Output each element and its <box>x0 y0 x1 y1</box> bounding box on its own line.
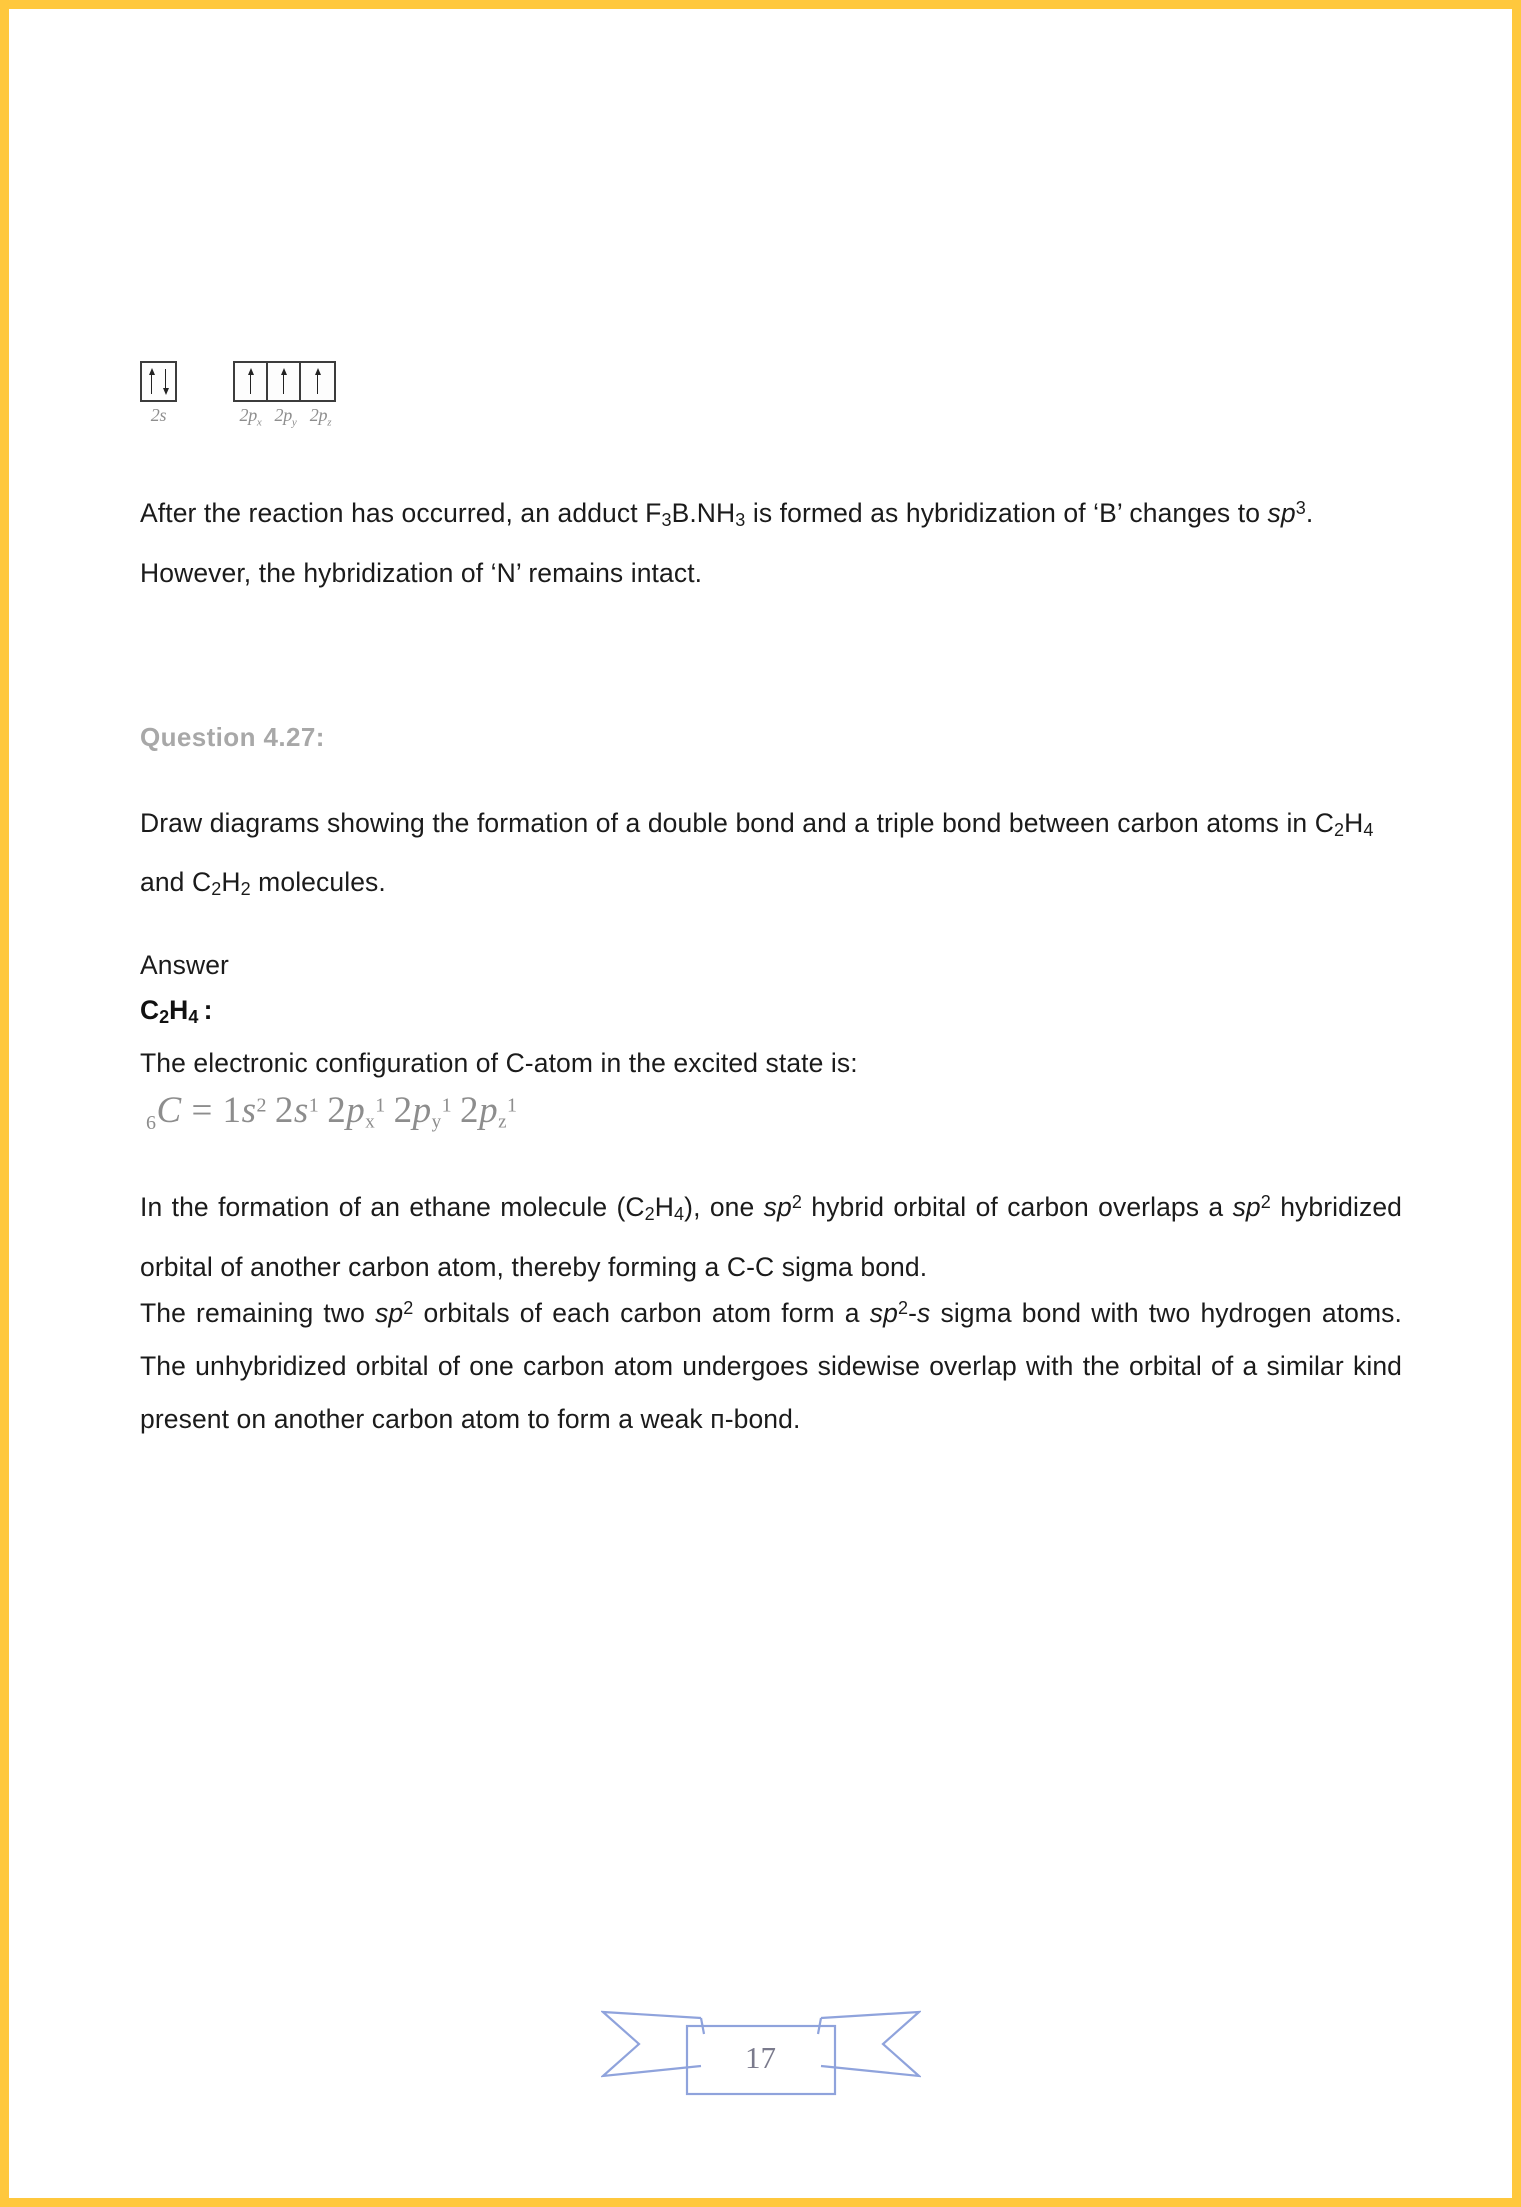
orbital-cell-2py <box>268 363 301 400</box>
orbital-label-2py: $2p_y$ <box>274 405 297 429</box>
question-heading: Question 4.27: <box>140 722 325 752</box>
electron-spin-up-icon <box>281 368 287 375</box>
orbital-labels-2s <box>140 405 177 426</box>
electronic-configuration-formula: $6C = 1s^2$ $2s^1$ $2p_x^1$ $2p_y^1$ $2p_z^1$ <box>146 1090 518 1134</box>
paragraph-adduct: After the reaction has occurred, an adduct $F_3B.NH_3$ is formed as hybridization of ‘B’ changes to $sp^3$. However, the hybridization of ‘N’ remains intact. <box>140 497 1314 588</box>
orbital-labels-2p <box>233 405 338 429</box>
electron-spin-down-icon <box>163 388 169 395</box>
page-number: 17 <box>745 2040 776 2075</box>
document-content <box>140 9 1402 2198</box>
paragraph-remaining-orbitals: The remaining two $sp^2$ orbitals of each carbon atom form a $sp^2-s$ sigma bond with two hydrogen atoms. The unhybridized orbital of one carbon atom undergoes sidewise overlap with the orbital of a similar kind present on another carbon atom to form a weak п-bond. <box>140 1297 1402 1434</box>
orbital-boxes-2p <box>233 361 336 402</box>
orbital-label-2pz: $2p_z$ <box>309 405 332 429</box>
orbital-group-2p <box>233 361 338 429</box>
compound-label: $C_2H_4$ : <box>140 995 213 1027</box>
paragraph-ethane-formation: In the formation of an ethane molecule $(C_2H_4)$, one $sp^2$ hybrid orbital of carbon overlaps a $sp^2$ hybridized orbital of another carbon atom, thereby forming a C-C sigma bond. <box>140 1191 1403 1282</box>
electron-orbital-diagram <box>140 361 338 429</box>
paragraph-question: Draw diagrams showing the formation of a double bond and a triple bond between carbon atoms in $C_2H_4$ and $C_2H_2$ molecules. <box>140 807 1374 900</box>
orbital-label-2s: 2s <box>150 405 167 425</box>
answer-label: Answer <box>140 950 229 980</box>
orbital-boxes-2s <box>140 361 177 402</box>
config-intro-text: The electronic configuration of C-atom in the excited state is: <box>140 1048 858 1078</box>
orbital-cell-2px <box>235 363 268 400</box>
orbital-cell-2s <box>142 363 175 400</box>
orbital-label-2px: $2p_x$ <box>239 405 262 429</box>
electron-spin-up-icon <box>315 368 321 375</box>
electron-spin-up-icon <box>248 368 254 375</box>
footer-page-ribbon <box>601 2004 921 2109</box>
electron-spin-up-icon <box>149 368 155 375</box>
orbital-cell-2pz <box>301 363 334 400</box>
orbital-group-2s <box>140 361 177 426</box>
